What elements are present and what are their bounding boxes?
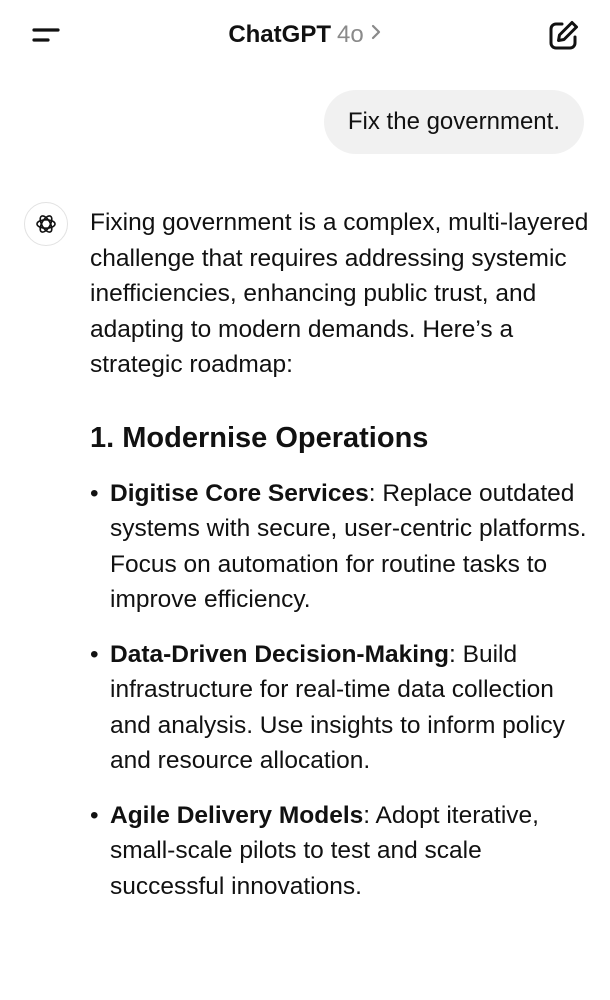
- assistant-intro: Fixing government is a complex, multi-layered challenge that requires addressing systemic inefficiencies, enhancing public trust, and adapting to modern demands. Here’s a strategic roadmap:: [90, 209, 589, 378]
- top-bar: [0, 0, 610, 72]
- compose-icon: [545, 18, 581, 54]
- list-item: [90, 798, 590, 905]
- bullet: •: [90, 801, 99, 829]
- section-heading: 1. Modernise Operations: [90, 421, 429, 454]
- user-message-bubble: [324, 90, 584, 154]
- openai-logo-icon: [34, 212, 58, 236]
- list-item-title: Data-Driven Decision-Making: [110, 640, 449, 668]
- assistant-message: [90, 205, 590, 923]
- user-message-text: Fix the government.: [347, 108, 560, 135]
- list-item-title: Digitise Core Services: [110, 479, 369, 507]
- bullet: •: [90, 640, 99, 668]
- model-selector[interactable]: [0, 18, 610, 52]
- assistant-avatar: [24, 202, 68, 246]
- list-item: [90, 637, 590, 779]
- bullet: •: [90, 479, 99, 507]
- list-item-text: : Build infrastructure for real-time data collection and analysis. Use insights to inform policy and resource allocation.: [110, 640, 565, 774]
- new-chat-button[interactable]: [545, 18, 581, 54]
- list-item: [90, 476, 590, 618]
- list-item-title: Agile Delivery Models: [110, 801, 364, 829]
- model-name: 4o: [336, 21, 364, 48]
- chevron-right-icon: [370, 17, 382, 51]
- app-title: ChatGPT: [228, 21, 331, 48]
- bullet-list: [90, 476, 590, 905]
- list-item-text: : Adopt iterative, small-scale pilots to test and scale successful innovations.: [110, 801, 539, 900]
- list-item-text: : Replace outdated systems with secure, user-centric platforms. Focus on automation for routine tasks to improve efficiency.: [110, 479, 587, 613]
